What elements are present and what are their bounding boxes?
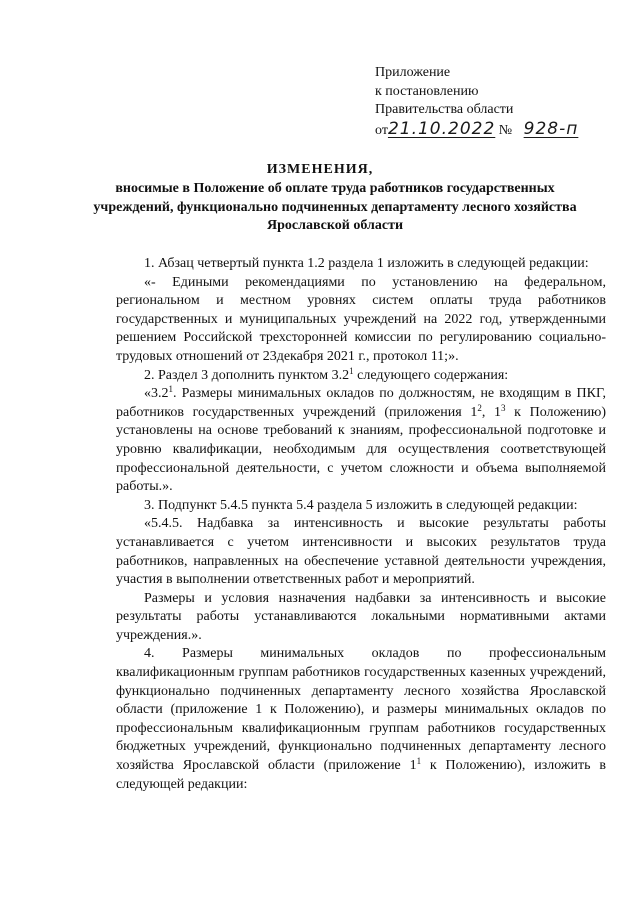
paragraph-4-superscript-3: 3	[501, 402, 506, 413]
paragraph-8	[116, 645, 606, 794]
paragraph-3-text-a: 2. Раздел 3 дополнить пунктом 3.2	[144, 367, 350, 383]
paragraph-6: «5.4.5. Надбавка за интенсивность и высокие результаты работы устанавливается с учетом интенсивности и высоких результатов труда работников, направленных на обеспечение уставной деятельности учреждения, участия в выполнении ответственных работ и мероприятий.	[116, 516, 606, 588]
document-body	[116, 255, 606, 794]
header-line-date-number	[375, 120, 578, 141]
handwritten-number: 928-п	[523, 118, 579, 139]
document-subtitle: вносимые в Положение об оплате труда работников государственных учреждений, функционально подчиненных департаменту лесного хозяйства Ярославской области	[93, 181, 577, 233]
paragraph-5: 3. Подпункт 5.4.5 пункта 5.4 раздела 5 изложить в следующей редакции:	[144, 497, 578, 513]
paragraph-7: Размеры и условия назначения надбавки за интенсивность и высокие результаты работы устанавливаются локальными нормативными актами учреждения.».	[116, 590, 606, 643]
appendix-header	[375, 64, 578, 140]
paragraph-3	[116, 367, 606, 386]
header-line-government: Правительства области	[375, 102, 514, 117]
paragraph-4-text-d: к Положению) установлены на основе требований к знаниям, профессиональной подготовке и уровню квалификации, необходимым для осуществления соответствующей профессиональной деятельности, с учетом сложности и объема выполняемой работы.».	[116, 404, 606, 495]
paragraph-3-text-b: следующего содержания:	[353, 367, 509, 383]
date-prefix: от	[375, 122, 388, 138]
paragraph-4-superscript-2: 2	[477, 402, 482, 413]
number-prefix: №	[498, 122, 513, 138]
paragraph-3-superscript: 1	[349, 365, 354, 376]
paragraph-8-superscript: 1	[416, 756, 422, 767]
paragraph-8-text-a: 4. Размеры минимальных окладов по профессиональным квалификационным группам работников государственных казенных учреждений, функционально подчиненных департаменту лесного хозяйства Ярославской области (приложение 1 к Положению), и размеры минимальных окладов по профессиональным квалификационным группам работников государственных бюджетных учреждений, функционально подчиненных департаменту лесного хозяйства Ярославской области (приложение 1	[116, 646, 606, 774]
paragraph-1: 1. Абзац четвертый пункта 1.2 раздела 1 изложить в следующей редакции:	[144, 256, 589, 271]
document-title: ИЗМЕНЕНИЯ,	[266, 162, 374, 177]
paragraph-2: «- Едиными рекомендациями по установлению на федеральном, региональном и местном уровнях систем оплаты труда работников государственных и муниципальных учреждений на 2022 год, утвержденными решением Российской трехсторонней комиссии по регулированию социально-трудовых отношений от 23декабря 2021 г., протокол 11;».	[116, 274, 606, 364]
paragraph-4-superscript-1: 1	[168, 384, 173, 395]
header-line-appendix: Приложение	[375, 65, 451, 80]
paragraph-4-text-b: . Размеры минимальных окладов по должностям, не входящим в ПКГ, работников государственных учреждений (приложения 1	[116, 386, 606, 420]
paragraph-4-text-a: «3.2	[144, 386, 169, 402]
header-line-resolution: к постановлению	[375, 83, 479, 99]
handwritten-date: 21.10.2022	[387, 118, 496, 139]
paragraph-4-text-c: , 1	[481, 404, 502, 420]
paragraph-4	[116, 385, 606, 497]
paragraph-8-text-b: к Положению), изложить в следующей редакции:	[116, 758, 606, 792]
